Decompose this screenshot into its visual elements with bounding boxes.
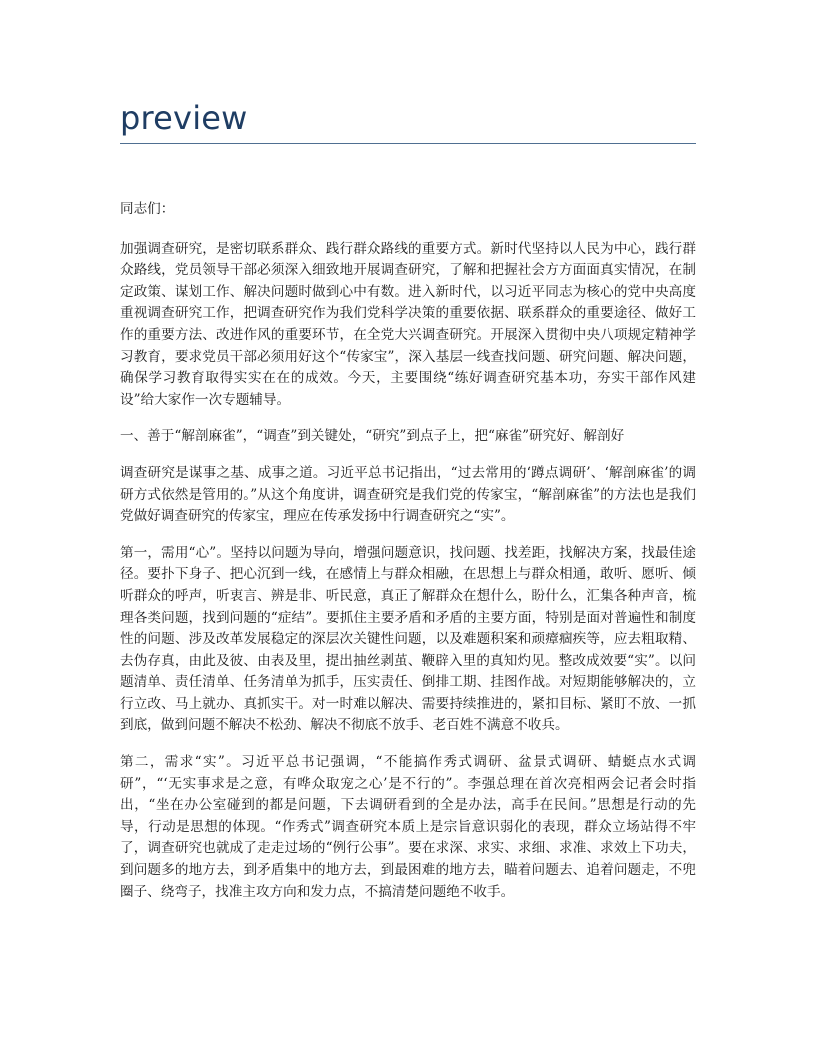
title-divider <box>120 143 696 144</box>
page-title: preview <box>120 99 248 137</box>
document-page <box>120 0 696 918</box>
body-paragraph: 第二，需求“实”。习近平总书记强调，“不能搞作秀式调研、盆景式调研、蜻蜓点水式调研”，“‘无实事求是之意，有哗众取宠之心’是不行的”。李强总理在首次亮相两会记者会时指出，“坐在办公室碰到的都是问题，下去调研看到的全是办法，高手在民间。”思想是行动的先导，行动是思想的体现。“作秀式”调查研究本质上是宗旨意识弱化的表现，群众立场站得不牢了，调查研究也就成了走走过场的“例行公事”。要在求深、求实、求细、求准、求效上下功夫，到问题多的地方去，到矛盾集中的地方去，到最困难的地方去，瞄着问题去、追着问题走，不兜圈子、绕弯子，找准主攻方向和发力点，不搞清楚问题绝不收手。 <box>120 754 696 900</box>
body-paragraph: 第一，需用“心”。坚持以问题为导向，增强问题意识，找问题、找差距，找解决方案，找最佳途径。要扑下身子、把心沉到一线，在感情上与群众相融，在思想上与群众相通，敢听、愿听、倾听群众的呼声，听衷言、辨是非、听民意，真正了解群众在想什么，盼什么，汇集各种声音，梳理各类问题，找到问题的“症结”。要抓住主要矛盾和矛盾的主要方面，特别是面对普遍性和制度性的问题、涉及改革发展稳定的深层次关键性问题，以及难题积案和顽瘴痼疾等，应去粗取精、去伪存真，由此及彼、由表及里，提出抽丝剥茧、鞭辟入里的真知灼见。整改成效要“实”。以问题清单、责任清单、任务清单为抓手，压实责任、倒排工期、挂图作战。对短期能够解决的，立行立改、马上就办、真抓实干。对一时难以解决、需要持续推进的，紧扣目标、紧盯不放、一抓到底，做到问题不解决不松劲、解决不彻底不放手、老百姓不满意不收兵。 <box>120 544 696 734</box>
body-paragraph: 调查研究是谋事之基、成事之道。习近平总书记指出，“过去常用的‘蹲点调研’、‘解剖麻雀’的调研方式依然是管用的。”从这个角度讲，调查研究是我们党的传家宝，“解剖麻雀”的方法也是我们党做好调查研究的传家宝，理应在传承发扬中行调查研究之“实”。 <box>120 464 696 525</box>
document-body <box>120 199 696 903</box>
intro-paragraph: 加强调查研究，是密切联系群众、践行群众路线的重要方式。新时代坚持以人民为中心，践行群众路线，党员领导干部必须深入细致地开展调查研究，了解和把握社会方方面面真实情况，在制定政策、谋划工作、解决问题时做到心中有数。进入新时代，以习近平同志为核心的党中央高度重视调查研究工作，把调查研究作为我们党科学决策的重要依据、联系群众的重要途径、做好工作的重要方法、改进作风的重要环节，在全党大兴调查研究。开展深入贯彻中央八项规定精神学习教育，要求党员干部必须用好这个“传家宝”，深入基层一线查找问题、研究问题、解决问题，确保学习教育取得实实在在的成效。今天，主要围绕“练好调查研究基本功，夯实干部作风建设”给大家作一次专题辅导。 <box>120 240 696 408</box>
salutation: 同志们： <box>120 201 175 217</box>
section-heading: 一、善于“解剖麻雀”，“调查”到关键处，“研究”到点子上，把“麻雀”研究好、解剖好 <box>120 428 625 445</box>
